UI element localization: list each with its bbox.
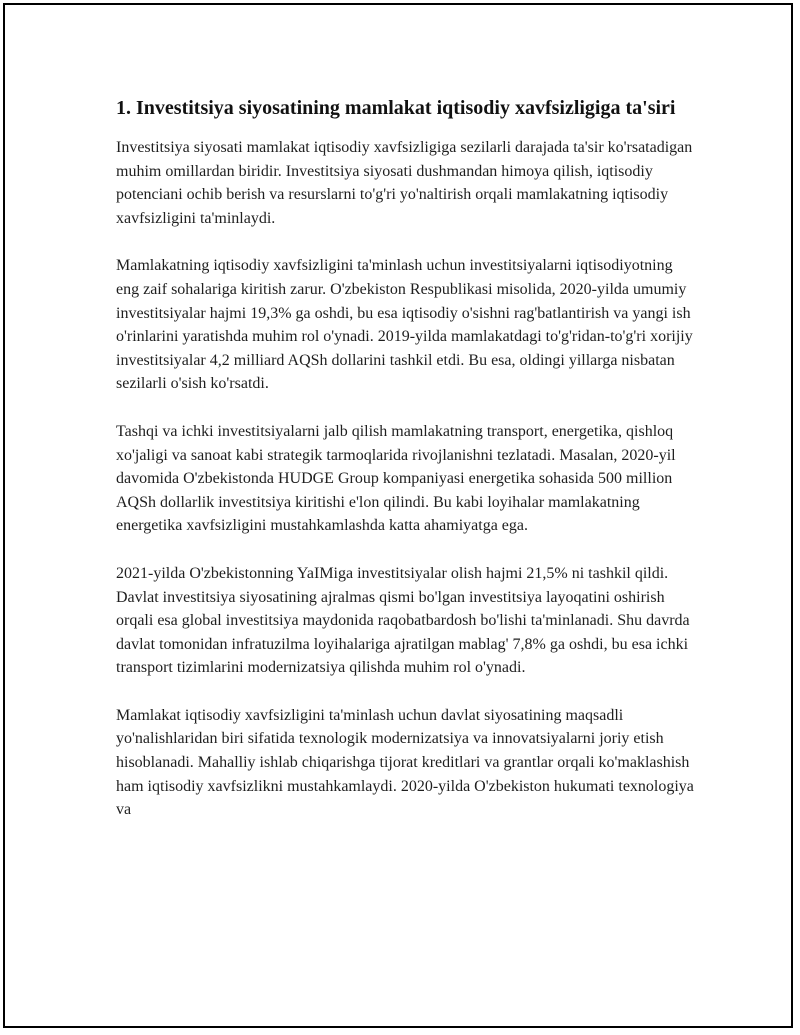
paragraph-4: 2021-yilda O'zbekistonning YaIMiga investitsiyalar olish hajmi 21,5% ni tashkil qildi. Davlat investitsiya siyosatining ajralmas qismi bo'lgan investitsiya layoqatini oshirish orqali esa global investitsiya maydonida raqobatbardosh bo'lishi ta'minlanadi. Shu davrda davlat tomonidan infratuzilma loyihalariga ajratilgan mablag' 7,8% ga oshdi, bu esa ichki transport tizimlarini modernizatsiya qilishda muhim rol o'ynadi.	[116, 564, 690, 677]
paragraph-2: Mamlakatning iqtisodiy xavfsizligini ta'minlash uchun investitsiyalarni iqtisodiyotning eng zaif sohalariga kiritish zarur. O'zbekiston Respublikasi misolida, 2020-yilda umumiy investitsiyalar hajmi 19,3% ga oshdi, bu esa iqtisodiy o'sishni rag'batlantirish va yangi ish o'rinlarini yaratishda muhim rol o'ynadi. 2019-yilda mamlakatdagi to'g'ridan-to'g'ri xorijiy investitsiyalar 4,2 milliard AQSh dollarini tashkil etdi. Bu esa, oldingi yillarga nisbatan sezilarli o'sish ko'rsatdi.	[116, 257, 693, 393]
section-heading: 1. Investitsiya siyosatining mamlakat iqtisodiy xavfsizligiga ta'siri	[116, 97, 676, 119]
paragraph-5: Mamlakat iqtisodiy xavfsizligini ta'minlash uchun davlat siyosatining maqsadli yo'nalishlaridan biri sifatida texnologik modernizatsiya va innovatsiyalarni joriy etish hisoblanadi. Mahalliy ishlab chiqarishga tijorat kreditlari va grantlar orqali ko'maklashish ham iqtisodiy xavfsizlikni mustahkamlaydi. 2020-yilda O'zbekiston hukumati texnologiya va	[116, 706, 694, 819]
paragraph-3: Tashqi va ichki investitsiyalarni jalb qilish mamlakatning transport, energetika, qishloq xo'jaligi va sanoat kabi strategik tarmoqlarida rivojlanishni tezlatadi. Masalan, 2020-yil davomida O'zbekistonda HUDGE Group kompaniyasi energetika sohasida 500 million AQSh dollarlik investitsiya kiritishi e'lon qilindi. Bu kabi loyihalar mamlakatning energetika xavfsizligini mustahkamlashda katta ahamiyatga ega.	[116, 422, 676, 535]
paragraph-1: Investitsiya siyosati mamlakat iqtisodiy xavfsizligiga sezilarli darajada ta'sir ko'rsatadigan muhim omillardan biridir. Investitsiya siyosati dushmandan himoya qilish, iqtisodiy potenciani ochib berish va resurslarni to'g'ri yo'naltirish orqali mamlakatning iqtisodiy xavfsizligini ta'minlaydi.	[116, 139, 693, 227]
document-body	[116, 94, 696, 846]
